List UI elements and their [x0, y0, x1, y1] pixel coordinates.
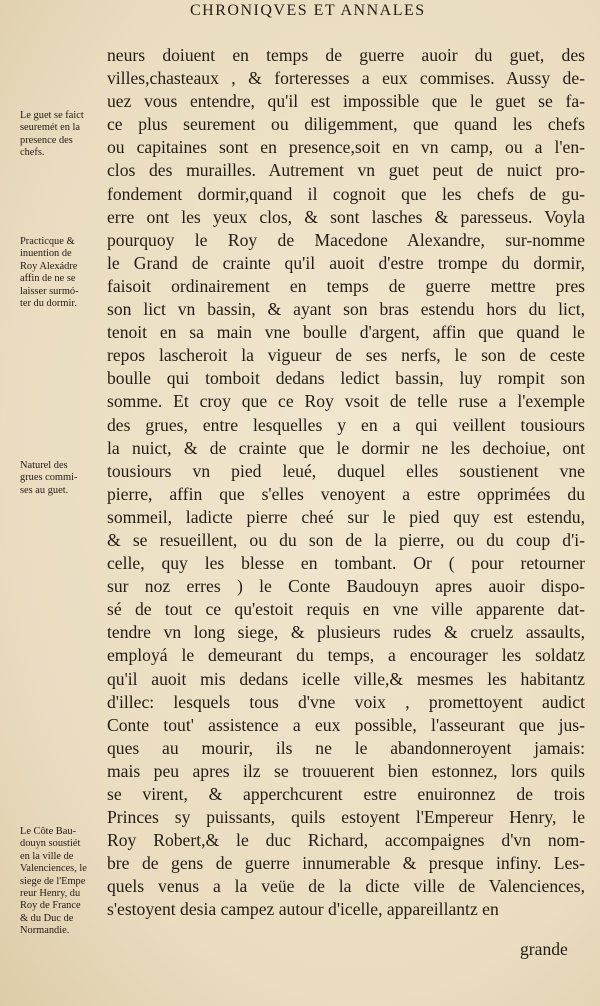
margin-note-line: grues commi-	[20, 472, 78, 484]
margin-note-line: Le Côte Bau-	[20, 826, 76, 837]
margin-note-line: & du Duc de	[20, 912, 74, 924]
text-line: sur noz erres ) le Conte Baudouyn apres auoir dispo-	[107, 576, 585, 597]
running-head: CHRONIQVES ET ANNALES	[190, 2, 426, 19]
text-line: Roy Robert,& le duc Richard, accompaignes d'vn nom-	[107, 830, 585, 851]
text-line: ce plus seurement ou diligemment, que quand les chefs	[107, 114, 585, 135]
margin-note-line: Roy de France	[20, 900, 81, 912]
margin-note-line: Naturel des	[20, 460, 68, 471]
margin-note-line: Normandie.	[20, 925, 70, 937]
margin-note-line: siege de l'Empe	[20, 875, 86, 887]
margin-note-guet	[20, 110, 102, 160]
text-line: qu'il auoit mis dedans icelle ville,& mesmes les habitantz	[107, 668, 585, 689]
text-line: sé de tout ce qu'estoit requis en vne ville apparente dat-	[107, 599, 585, 620]
text-line: erre ont les yeux clos, & sont lasches & paresseus. Voyla	[107, 206, 585, 227]
text-line: quels venus a la veüe de la dicte ville de Valenciences,	[107, 876, 585, 897]
text-line: mais peu apres ilz se trouuerent bien estonnez, lors quils	[107, 760, 585, 781]
margin-note-line: reur Henry, du	[20, 888, 81, 900]
text-line: sommeil, ladicte pierre cheé sur le pied quy est estendu,	[107, 506, 585, 527]
margin-note-line: inuention de	[20, 248, 72, 260]
text-line: des grues, entre lesquelles y en a qui veillent tousiours	[107, 414, 585, 435]
text-line: neurs doiuent en temps de guerre auoir du guet, des	[107, 45, 585, 65]
margin-note-line: seuremét en la	[20, 122, 81, 134]
margin-note-line: ses au guet.	[20, 484, 69, 496]
text-line: tousiours vn pied leué, duquel elles soustienent vne	[107, 460, 585, 481]
text-line: faisoit ordinairement en temps de guerre mettre pres	[107, 275, 585, 296]
text-line: somme. Et croy que ce Roy vsoit de telle ruse a l'exemple	[107, 391, 585, 412]
text-line: pierre, affin que s'elles venoyent a estre opprimées du	[107, 483, 585, 504]
text-line: boulle qui tomboit dedans ledict bassin, luy rompit son	[107, 368, 585, 389]
text-line: tendre vn long siege, & plusieurs rudes & cruelz assaults,	[107, 622, 585, 643]
margin-note-line: Practicque &	[20, 236, 75, 247]
text-line: son lict vn bassin, & ayant son bras estendu hors du lict,	[107, 299, 585, 320]
text-line: clos des murailles. Autrement vn guet peut de nuict pro-	[107, 160, 585, 181]
margin-note-line: Valenciences, le	[20, 863, 87, 875]
text-line: la nuict, & de crainte que le dormir ne les dechoiue, ont	[107, 437, 585, 458]
margin-note-line: affin de ne se	[20, 273, 76, 285]
margin-note-line: presence des	[20, 134, 73, 146]
catchword: grande	[520, 939, 568, 959]
text-line: celle, quy les blesse en tombant. Or ( pour retourner	[107, 553, 585, 574]
text-line: bre de gens de guerre innumerable & presque infiny. Les-	[107, 853, 585, 874]
text-line: villes,chasteaux , & forteresses a eux commises. Aussy de-	[107, 68, 585, 89]
text-line: pourquoy le Roy de Macedone Alexandre, sur-nomme	[107, 229, 585, 250]
text-line: Conte tout' assistence a eux possible, l'asseurant que jus-	[107, 714, 585, 735]
text-line: ques au mourir, ils ne le abandonneroyent jamais:	[107, 737, 585, 758]
margin-note-line: Le guet se faict	[20, 110, 84, 121]
margin-note-line: laisser surmó-	[20, 285, 79, 297]
margin-note-alexandre	[20, 236, 102, 310]
body-text	[107, 44, 585, 922]
margin-note-grues	[20, 460, 102, 497]
text-line: le Grand de crainte qu'il auoit d'estre trompe du dormir,	[107, 252, 585, 273]
text-line: & se resueillent, ou du son de la pierre, ou du coup d'i-	[107, 529, 585, 550]
text-line: Princes sy puissants, quils estoyent l'Empereur Henry, le	[107, 807, 585, 828]
text-line: repos lascheroit la vigueur de ses nerfs, le son de ceste	[107, 345, 585, 366]
margin-note-line: Roy Alexádre	[20, 260, 78, 272]
text-line: tenoit en sa main vne boulle d'argent, affin que quand le	[107, 322, 585, 343]
margin-note-line: en la ville de	[20, 850, 74, 862]
margin-note-baudouyn	[20, 826, 102, 938]
text-line: employá le demeurant du temps, a encourager les soldatz	[107, 645, 585, 666]
text-line: s'estoyent desia campez autour d'icelle, appareillantz en	[107, 899, 499, 920]
margin-note-line: douyn soustiét	[20, 838, 81, 850]
margin-note-line: ter du dormir.	[20, 298, 77, 310]
text-line: se virent, & apperchcurent estre enuironnez de trois	[107, 784, 585, 804]
text-line: uez vous entendre, qu'il est impossible que le guet se fa-	[107, 91, 585, 112]
margin-note-line: chefs.	[20, 147, 45, 159]
text-line: ou capitaines sont en presence,soit en vn camp, ou a l'en-	[107, 137, 585, 158]
text-line: fondement dormir,quand il cognoit que les chefs de gu-	[107, 183, 585, 204]
text-line: d'illec: lesquels tous d'vne voix , promettoyent audict	[107, 691, 585, 712]
